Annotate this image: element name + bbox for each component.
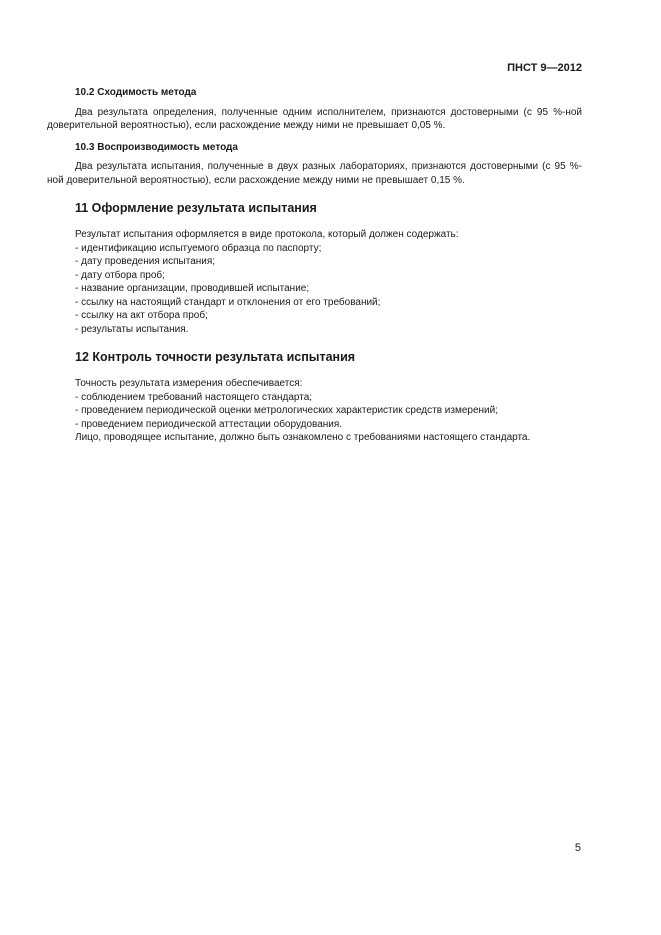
document-id: ПНСТ 9—2012 (507, 62, 582, 74)
list-item: - ссылку на настоящий стандарт и отклонения от его требований; (75, 296, 381, 308)
document-body (47, 86, 582, 445)
section-title-12: 12 Контроль точности результата испытания (75, 350, 356, 364)
subsection-title-10-2: 10.2 Сходимость метода (75, 87, 197, 98)
list-item: - соблюдением требований настоящего стандарта; (75, 391, 313, 403)
subsection-title-10-3: 10.3 Воспроизводимость метода (75, 141, 238, 153)
list-item: - дату отбора проб; (75, 269, 165, 281)
list-item: - ссылку на акт отбора проб; (75, 310, 208, 321)
section-11-body (75, 228, 582, 336)
list-item: - дату проведения испытания; (75, 256, 216, 267)
page-number: 5 (574, 842, 581, 854)
list-item: - проведением периодической оценки метрологических характеристик средств измерений; (75, 405, 498, 416)
section-11-intro: Результат испытания оформляется в виде протокола, который должен содержать: (75, 229, 459, 240)
subsection-text-10-2: Два результата определения, полученные одним исполнителем, признаются достоверными (с 95 %-ной доверительной вероятностью), если расхождение между ними не превышает 0,05 %. (47, 106, 582, 131)
section-12-closing: Лицо, проводящее испытание, должно быть ознакомлено с требованиями настоящего стандарта. (75, 432, 531, 443)
list-item: - идентификацию испытуемого образца по паспорту; (75, 242, 322, 254)
section-12-intro: Точность результата измерения обеспечивается: (75, 378, 303, 389)
list-item: - название организации, проводившей испытание; (75, 283, 310, 294)
subsection-text-10-3: Два результата испытания, полученные в двух разных лабораториях, признаются достоверными (с 95 %-ной доверительной вероятностью), если расхождение между ними не превышает 0,15 %. (47, 161, 582, 186)
section-12-body (75, 377, 582, 445)
list-item: - результаты испытания. (75, 323, 189, 335)
list-item: - проведением периодической аттестации оборудования. (75, 418, 343, 430)
section-title-11: 11 Оформление результата испытания (75, 201, 317, 215)
